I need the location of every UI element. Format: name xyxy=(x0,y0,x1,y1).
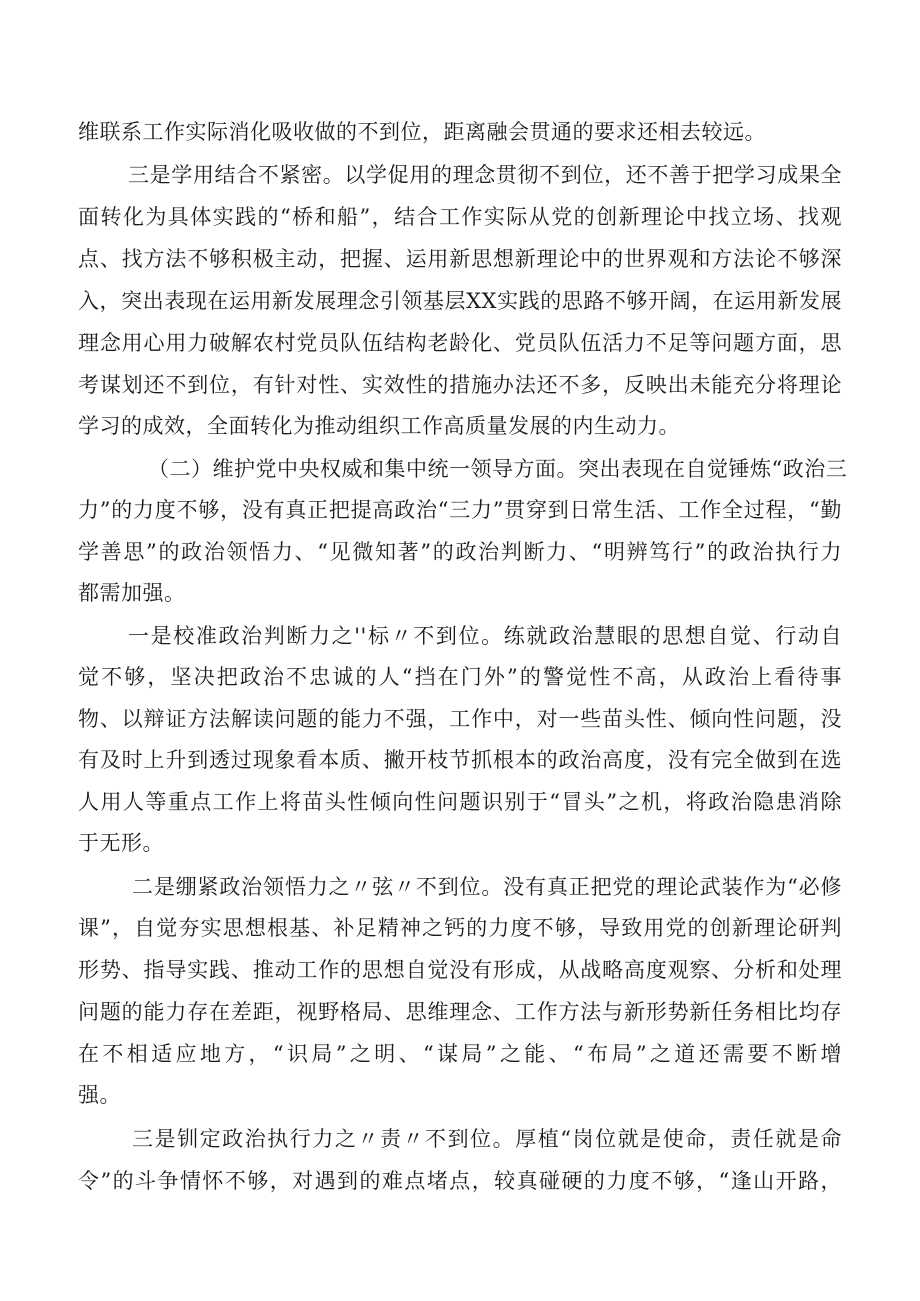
body-text-line: 三是钏定政治执行力之〃责〃不到位。厚植“岗位就是使命，责任就是命 xyxy=(132,1127,842,1151)
body-text-line: 入，突出表现在运用新发展理念引领基层XX实践的思路不够开阔，在运用新发展 xyxy=(78,289,842,313)
body-text-line: 强。 xyxy=(78,1083,121,1107)
body-text-line: 觉不够，坚决把政治不忠诚的人“挡在门外”的警觉性不高，从政治上看待事 xyxy=(78,665,842,689)
body-text-line: 理念用心用力破解农村党员队伍结构老龄化、党员队伍活力不足等问题方面，思 xyxy=(78,331,842,355)
body-text-line: 面转化为具体实践的“桥和船”，结合工作实际从党的创新理论中找立场、找观 xyxy=(78,205,842,229)
body-text-line: 学习的成效，全面转化为推动组织工作高质量发展的内生动力。 xyxy=(78,414,680,438)
body-text-line: 学善思”的政治领悟力、“见微知著”的政治判断力、“明辨笃行”的政治执行力 xyxy=(78,540,842,564)
body-text-line: 二是绷紧政治领悟力之〃弦〃不到位。没有真正把党的理论武装作为“必修 xyxy=(132,875,842,899)
body-text-line: 有及时上升到透过现象看本质、撇开枝节抓根本的政治高度，没有完全做到在选 xyxy=(78,748,842,772)
section-heading-line: （二）维护党中央权威和集中统一领导方面。突出表现在自觉锤炼“政治三 xyxy=(148,457,848,481)
body-text-line: 问题的能力存在差距，视野格局、思维理念、工作方法与新形势新任务相比均存 xyxy=(78,1000,842,1024)
body-text-line: 都需加强。 xyxy=(78,581,186,605)
body-text-line: 三是学用结合不紧密。以学促用的理念贯彻不到位，还不善于把学习成果全 xyxy=(128,163,842,187)
body-text-line: 于无形。 xyxy=(78,831,164,855)
body-text-line: 力”的力度不够，没有真正把提高政治“三力”贯穿到日常生活、工作全过程，“勤 xyxy=(78,498,842,522)
body-text-line: 点、找方法不够积极主动，把握、运用新思想新理论中的世界观和方法论不够深 xyxy=(78,247,842,271)
body-text-line: 在不相适应地方，“识局”之明、“谋局”之能、“布局”之道还需要不断增 xyxy=(78,1042,842,1066)
body-text-line: 人用人等重点工作上将苗头性倾向性问题识别于“冒头”之机，将政治隐患消除 xyxy=(78,790,842,814)
body-text-line: 维联系工作实际消化吸收做的不到位，距离融会贯通的要求还相去较远。 xyxy=(78,120,766,144)
body-text-line: 课”，自觉夯实思想根基、补足精神之钙的力度不够，导致用党的创新理论研判 xyxy=(78,916,842,940)
body-text-line: 一是校准政治判断力之''标〃不到位。练就政治慧眼的思想自觉、行动自 xyxy=(128,624,842,648)
body-text-line: 令”的斗争情怀不够，对遇到的难点堵点，较真碰硬的力度不够，“逢山开路， xyxy=(78,1169,842,1193)
body-text-line: 形势、指导实践、推动工作的思想自觉没有形成，从战略高度观察、分析和处理 xyxy=(78,958,842,982)
body-text-line: 考谋划还不到位，有针对性、实效性的措施办法还不多，反映出未能充分将理论 xyxy=(78,373,842,397)
body-text-line: 物、以辩证方法解读问题的能力不强，工作中，对一些苗头性、倾向性问题，没 xyxy=(78,707,842,731)
